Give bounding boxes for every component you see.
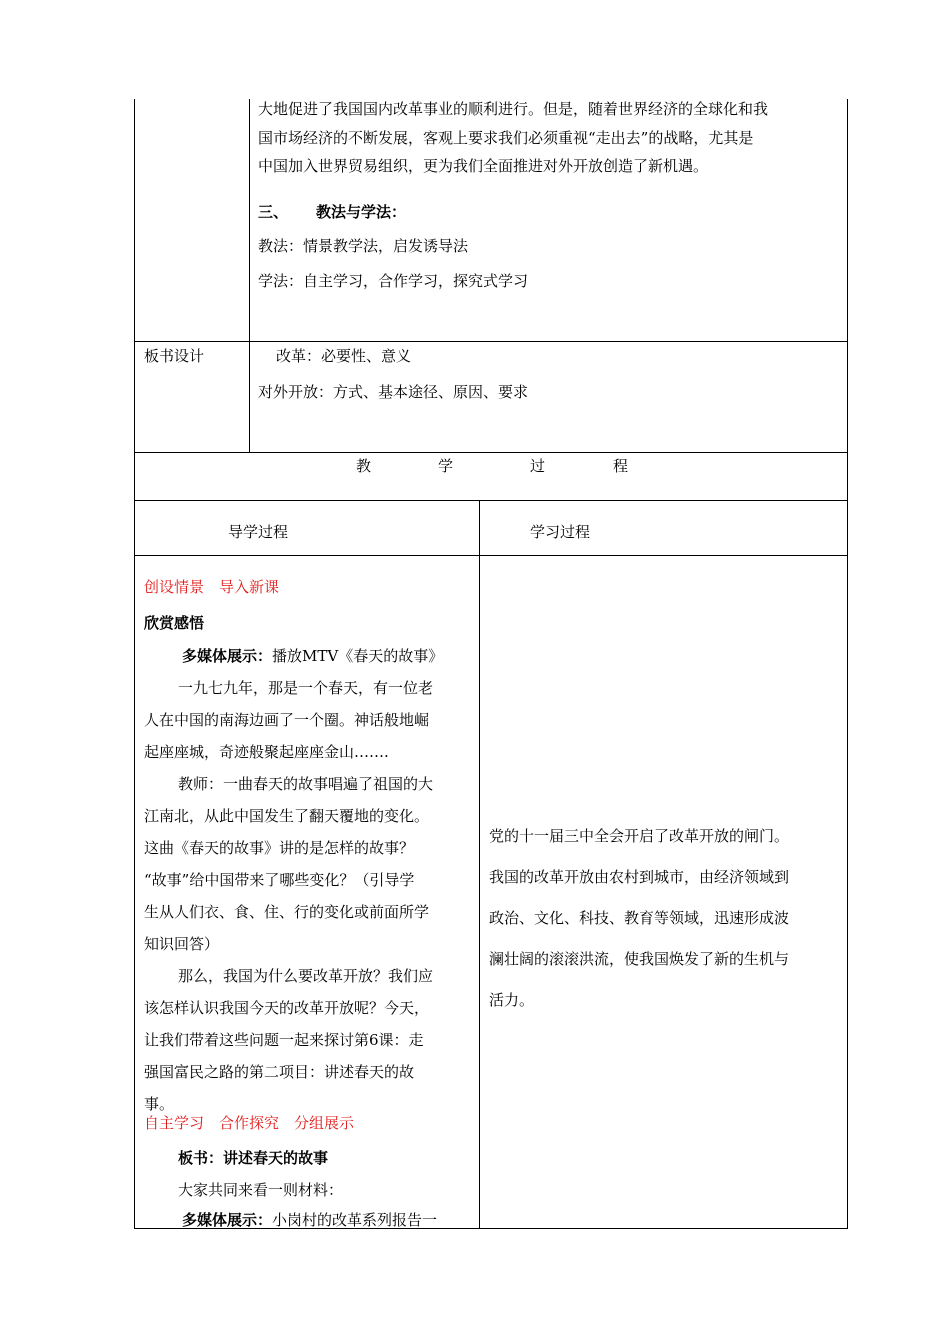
section-heading: 教法与学法： <box>316 203 407 221</box>
media-text-1: 播放MTV《春天的故事》 <box>272 647 444 665</box>
learning-method: 学法：自主学习，合作学习，探究式学习 <box>258 272 529 290</box>
guide-para-line: 强国富民之路的第二项目：讲述春天的故 <box>144 1063 415 1081</box>
table-row-divider-1 <box>134 341 848 342</box>
study-line: 澜壮阔的滚滚洪流，使我国焕发了新的生机与 <box>489 950 790 968</box>
study-line: 党的十一届三中全会开启了改革开放的闸门。 <box>489 827 790 845</box>
guide-para-line: 生从人们衣、食、住、行的变化或前面所学 <box>144 903 430 921</box>
media-label-1: 多媒体展示： <box>182 647 273 665</box>
guide-para-line: 一九七九年，那是一个春天，有一位老 <box>178 679 434 697</box>
table-border-right <box>847 99 848 1229</box>
guide-para-line: “故事”给中国带来了哪些变化？（引导学 <box>144 871 415 889</box>
table-row-divider-2 <box>134 452 848 453</box>
guide-para-line: 教师：一曲春天的故事唱遍了祖国的大 <box>178 775 434 793</box>
column-header-study: 学习过程 <box>530 523 591 541</box>
media-line-2 <box>182 1210 437 1230</box>
table-divider-label-col <box>249 99 250 452</box>
process-title-char-1: 教 <box>356 457 372 475</box>
table-divider-process-col <box>479 500 480 1229</box>
guide-material-line: 大家共同来看一则材料： <box>178 1181 344 1199</box>
media-label-2: 多媒体展示： <box>182 1211 273 1229</box>
guide-para-line: 事。 <box>144 1095 175 1113</box>
process-title-char-2: 学 <box>438 457 454 475</box>
board-design-line-2: 对外开放：方式、基本途径、原因、要求 <box>258 383 529 401</box>
board-writing: 板书：讲述春天的故事 <box>178 1149 329 1167</box>
section-red-heading-1: 创设情景 导入新课 <box>144 578 280 596</box>
board-design-line-1: 改革：必要性、意义 <box>276 347 412 365</box>
appreciation-heading: 欣赏感悟 <box>144 614 205 632</box>
guide-para-line: 该怎样认识我国今天的改革开放呢？今天， <box>144 999 430 1017</box>
section-number: 三、 <box>258 203 289 221</box>
guide-para-line: 让我们带着这些问题一起来探讨第6课：走 <box>144 1031 424 1049</box>
process-title-char-4: 程 <box>613 457 629 475</box>
teaching-method: 教法：情景教学法，启发诱导法 <box>258 237 469 255</box>
media-line-1 <box>182 646 443 666</box>
study-line: 政治、文化、科技、教育等领域，迅速形成波 <box>489 909 790 927</box>
media-text-2: 小岗村的改革系列报告一 <box>272 1211 438 1229</box>
guide-para-line: 江南北，从此中国发生了翻天覆地的变化。 <box>144 807 430 825</box>
guide-para-line: 知识回答） <box>144 935 220 953</box>
guide-para-line: 起座座城，奇迹般聚起座座金山……. <box>144 743 389 761</box>
guide-para-line: 这曲《春天的故事》讲的是怎样的故事？ <box>144 839 415 857</box>
process-title-char-3: 过 <box>530 457 546 475</box>
table-row-divider-3 <box>134 500 848 501</box>
table-border-left <box>134 99 135 1229</box>
guide-para-line: 那么，我国为什么要改革开放？我们应 <box>178 967 434 985</box>
section-red-heading-2: 自主学习 合作探究 分组展示 <box>144 1114 355 1132</box>
study-line: 活力。 <box>489 991 535 1009</box>
intro-line-2: 国市场经济的不断发展，客观上要求我们必须重视“走出去”的战略，尤其是 <box>258 129 754 147</box>
board-design-label: 板书设计 <box>144 347 205 365</box>
intro-line-1: 大地促进了我国国内改革事业的顺利进行。但是，随着世界经济的全球化和我 <box>258 100 769 118</box>
table-row-divider-4 <box>134 555 848 556</box>
guide-para-line: 人在中国的南海边画了一个圈。神话般地崛 <box>144 711 430 729</box>
intro-line-3: 中国加入世界贸易组织，更为我们全面推进对外开放创造了新机遇。 <box>258 157 709 175</box>
study-line: 我国的改革开放由农村到城市，由经济领域到 <box>489 868 790 886</box>
column-header-guide: 导学过程 <box>228 523 289 541</box>
